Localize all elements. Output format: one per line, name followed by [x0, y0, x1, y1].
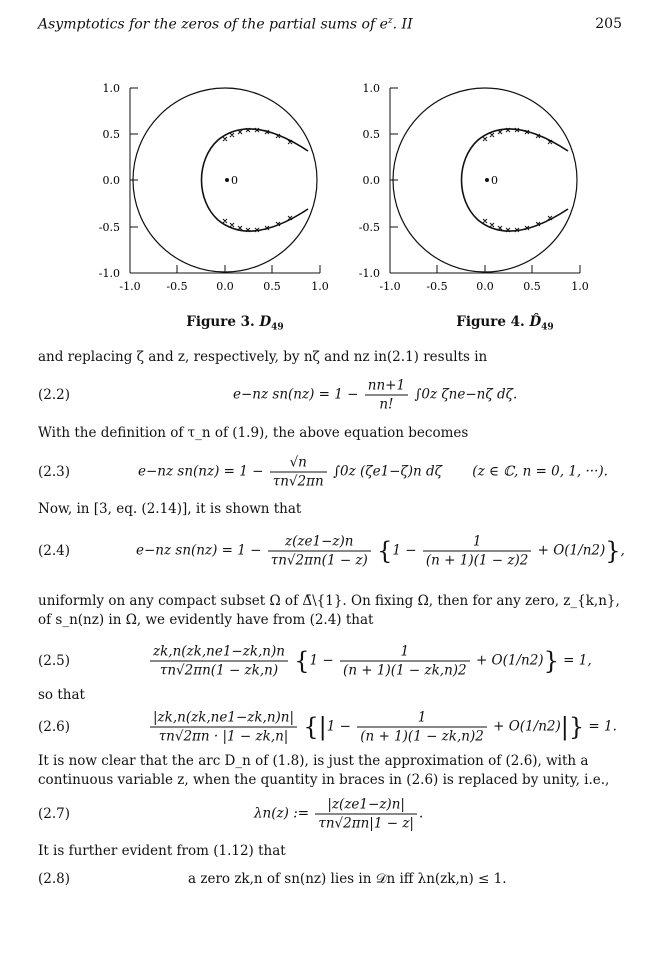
equation-condition: (z ∈ ℂ, n = 0, 1, ···). — [472, 463, 608, 480]
left-brace: {| — [303, 713, 327, 741]
figure-4-origin-label: 0 — [491, 174, 498, 187]
equation-2-6 — [38, 704, 622, 750]
fraction-denominator: (n + 1)(1 − zk,n)2 — [343, 662, 467, 679]
fraction-denominator: n! — [379, 396, 394, 413]
equation-lhs: e−nz sn(nz) = 1 − — [138, 463, 264, 480]
fraction-numerator: z(ze1−z)n — [268, 534, 371, 552]
equation-statement: a zero zk,n of sn(nz) lies in 𝒟n iff λn(zk,n) ≤ 1. — [188, 871, 507, 887]
equation-number: (2.2) — [38, 387, 71, 403]
equation-rhs: ∫0z (ζe1−ζ)n dζ — [332, 463, 442, 480]
running-title: Asymptotics for the zeros of the partial sums of $e^z$. II — [38, 16, 413, 33]
figure-3-xtick-label: 1.0 — [311, 280, 329, 293]
right-brace: |} — [560, 713, 585, 741]
equation-rhs: ∫0z ζne−nζ dζ. — [414, 386, 518, 403]
figure-4-curve — [462, 129, 569, 231]
equation-lhs: e−nz sn(nz) = 1 − — [233, 386, 359, 403]
equation-number: (2.4) — [38, 543, 71, 559]
brace-term: 1 − — [392, 542, 417, 559]
equation-end: = 1, — [563, 652, 592, 669]
equation-lhs: e−nz sn(nz) = 1 − — [136, 542, 262, 559]
figure-4-xtick-label: -0.5 — [426, 280, 448, 293]
fraction-denominator: τn√2πn(1 − z) — [270, 552, 368, 569]
figure-3-origin-label: 0 — [231, 174, 238, 187]
figure-4-xtick-label: 0.5 — [523, 280, 541, 293]
figure-4-ytick-label: -1.0 — [358, 267, 380, 280]
paragraph: and replacing ζ and z, respectively, by nζ and nz in(2.1) results in — [38, 349, 488, 365]
paragraph: It is now clear that the arc D_n of (1.8), is just the approximation of (2.6), with a continuous variable z, when the quantity in braces in (2.6) is replaced by unity, i.e., — [38, 753, 610, 788]
equation-2-3 — [38, 452, 622, 492]
fraction-numerator: 1 — [357, 710, 487, 728]
page-number: 205 — [595, 16, 622, 32]
figure-3-ytick-label: 0.0 — [102, 174, 120, 187]
fraction-denominator: τn√2πn(1 − zk,n) — [159, 662, 279, 679]
paragraph: Now, in [3, eq. (2.14)], it is shown that — [38, 501, 302, 517]
figure-4-ytick-label: 1.0 — [362, 82, 380, 95]
order-term: + O(1/n2) — [475, 652, 544, 669]
figure-3-xtick-label: -1.0 — [119, 280, 141, 293]
equation-2-4 — [38, 528, 625, 574]
left-brace: { — [377, 537, 393, 565]
order-term: + O(1/n2) — [537, 542, 606, 559]
fraction-denominator: (n + 1)(1 − zk,n)2 — [360, 728, 484, 745]
fraction-numerator: |zk,n(zk,ne1−zk,n)n| — [150, 710, 297, 728]
figure-3-ytick-label: 0.5 — [102, 128, 120, 141]
figure-3-xtick-label: 0.5 — [263, 280, 281, 293]
right-brace: } — [605, 537, 621, 565]
brace-term: 1 − — [326, 718, 351, 735]
brace-term: 1 − — [309, 652, 334, 669]
paragraph: so that — [38, 687, 85, 703]
fraction-numerator: √n — [270, 455, 327, 473]
paragraph: It is further evident from (1.12) that — [38, 843, 286, 859]
figure-4-plot — [358, 82, 590, 293]
figure-3-plot — [98, 82, 330, 293]
paragraph: With the definition of τ_n of (1.9), the above equation becomes — [38, 425, 469, 441]
fraction-denominator: (n + 1)(1 − z)2 — [425, 552, 529, 569]
left-brace: { — [294, 647, 310, 675]
equation-2-8 — [38, 864, 622, 894]
equation-number: (2.7) — [38, 806, 71, 822]
fraction-numerator: |z(ze1−z)n| — [315, 797, 417, 815]
figure-4-ytick-label: 0.0 — [362, 174, 380, 187]
paragraph: uniformly on any compact subset Ω of Δ̄\{1}. On fixing Ω, then for any zero, z_{k,n}, of s_n(nz) in Ω, we evidently have from (2.4) that — [38, 593, 620, 628]
equation-2-2 — [38, 375, 622, 415]
figure-4-xtick-label: -1.0 — [379, 280, 401, 293]
equation-lhs: λn(z) := — [254, 805, 310, 822]
equation-2-7 — [38, 792, 622, 836]
figure-3-origin-dot — [225, 178, 229, 182]
fraction-denominator: τn√2πn — [272, 473, 324, 490]
equation-number: (2.3) — [38, 464, 71, 480]
equation-end: = 1. — [588, 718, 617, 735]
equation-number: (2.6) — [38, 719, 71, 735]
equation-number: (2.5) — [38, 653, 71, 669]
equation-end: , — [620, 542, 625, 559]
figure-3-ytick-label: 1.0 — [102, 82, 120, 95]
equation-end: . — [418, 805, 424, 822]
figure-4-xtick-label: 1.0 — [571, 280, 589, 293]
running-head — [38, 16, 622, 38]
equation-2-5 — [38, 638, 622, 684]
fraction-denominator: τn√2πn · |1 − zk,n| — [158, 728, 289, 745]
figure-3-ytick-label: -1.0 — [98, 267, 120, 280]
figure-4-xtick-label: 0.0 — [476, 280, 494, 293]
fraction-numerator: nn+1 — [365, 378, 408, 396]
equation-number: (2.8) — [38, 871, 71, 887]
figure-4-ytick-label: 0.5 — [362, 128, 380, 141]
fraction-numerator: 1 — [340, 644, 470, 662]
figure-4-caption: Figure 4. $D̂_{49}$ — [456, 314, 554, 333]
right-brace: } — [543, 647, 559, 675]
figure-3-caption: Figure 3. $D_{49}$ — [186, 314, 284, 333]
order-term: + O(1/n2) — [493, 718, 561, 735]
figure-3-xtick-label: -0.5 — [166, 280, 188, 293]
figure-3-ytick-label: -0.5 — [98, 221, 120, 234]
fraction-denominator: τn√2πn|1 − z| — [318, 815, 414, 832]
fraction-numerator: 1 — [423, 534, 531, 552]
figure-3-curve — [202, 129, 309, 231]
figure-4-origin-dot — [485, 178, 489, 182]
figure-3-xtick-label: 0.0 — [216, 280, 234, 293]
figure-4-ytick-label: -0.5 — [358, 221, 380, 234]
fraction-numerator: zk,n(zk,ne1−zk,n)n — [150, 644, 288, 662]
